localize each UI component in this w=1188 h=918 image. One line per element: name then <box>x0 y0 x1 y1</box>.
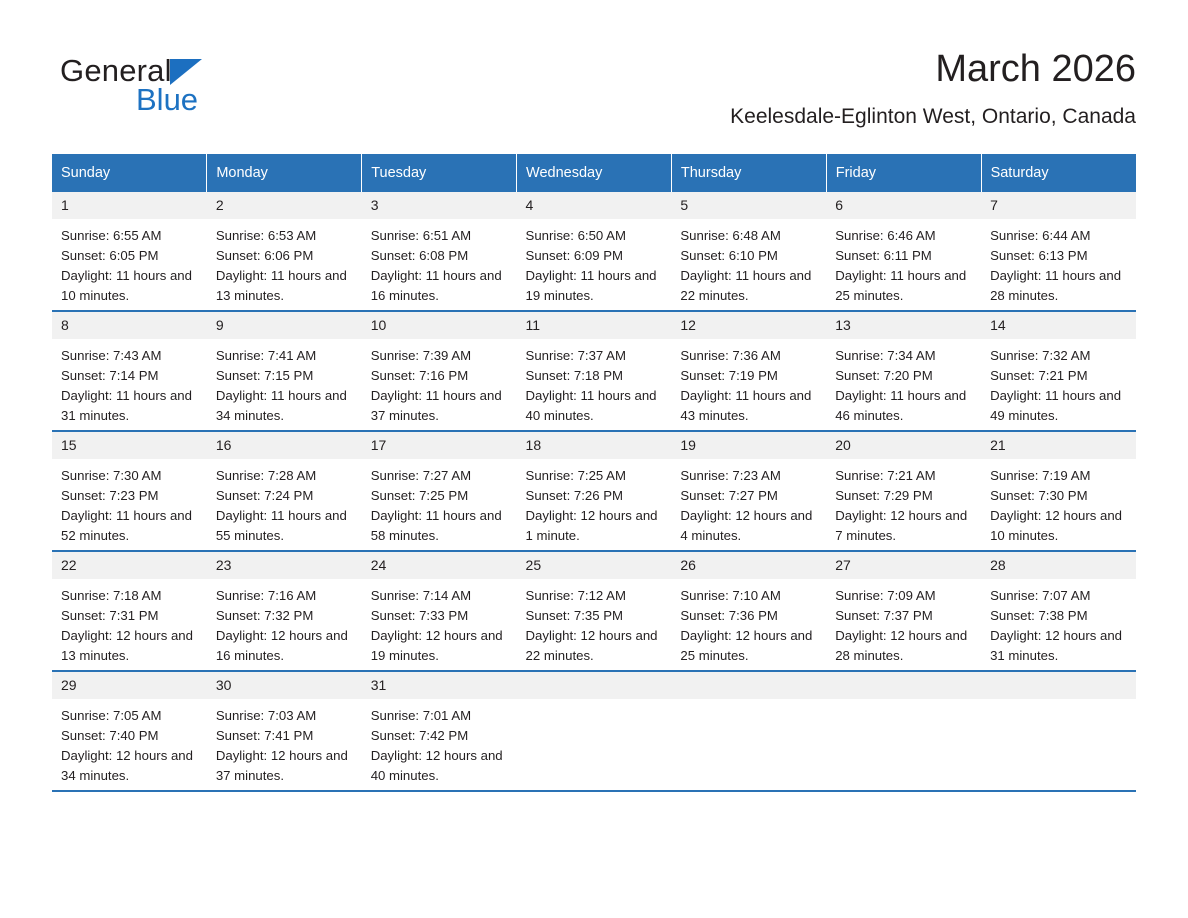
day-info <box>826 219 981 310</box>
calendar-day-cell[interactable] <box>207 431 362 551</box>
sunrise-text: Sunrise: 7:43 AM <box>61 348 162 363</box>
sunrise-text: Sunrise: 7:07 AM <box>990 588 1091 603</box>
day-info <box>981 579 1136 670</box>
day-number: 17 <box>362 432 517 459</box>
daylight-text: Daylight: 12 hours and 25 minutes. <box>680 628 813 663</box>
calendar-day-cell[interactable] <box>981 431 1136 551</box>
sunrise-text: Sunrise: 6:44 AM <box>990 228 1091 243</box>
calendar-day-cell[interactable] <box>52 311 207 431</box>
calendar-day-cell[interactable] <box>362 192 517 311</box>
daylight-text: Daylight: 12 hours and 37 minutes. <box>215 748 348 783</box>
sunrise-text: Sunrise: 7:19 AM <box>990 468 1091 483</box>
sunset-text: Sunset: 6:08 PM <box>370 248 469 263</box>
day-info <box>826 459 981 550</box>
day-number: 25 <box>517 552 672 579</box>
sunset-text: Sunset: 6:06 PM <box>215 248 314 263</box>
calendar-day-cell[interactable] <box>362 551 517 671</box>
sunset-text: Sunset: 7:31 PM <box>61 608 159 623</box>
sunset-text: Sunset: 7:19 PM <box>680 368 778 383</box>
calendar-day-cell[interactable] <box>671 551 826 671</box>
weekday-header-saturday: Saturday <box>981 154 1136 192</box>
calendar-day-cell[interactable] <box>207 192 362 311</box>
calendar-day-cell[interactable] <box>826 551 981 671</box>
weekday-header-monday: Monday <box>207 154 362 192</box>
day-number: 13 <box>826 312 981 339</box>
day-info <box>517 579 672 670</box>
calendar-day-cell[interactable] <box>826 192 981 311</box>
day-info <box>362 579 517 670</box>
daylight-text: Daylight: 11 hours and 46 minutes. <box>835 388 967 423</box>
calendar-day-cell[interactable] <box>981 192 1136 311</box>
calendar-header-row <box>52 154 1136 192</box>
sunrise-text: Sunrise: 7:28 AM <box>215 468 317 483</box>
daylight-text: Daylight: 12 hours and 34 minutes. <box>61 748 193 783</box>
daylight-text: Daylight: 11 hours and 31 minutes. <box>61 388 192 423</box>
sunset-text: Sunset: 6:13 PM <box>990 248 1088 263</box>
calendar-day-cell[interactable] <box>517 431 672 551</box>
calendar-body <box>52 192 1136 791</box>
sunset-text: Sunset: 6:05 PM <box>61 248 159 263</box>
sunrise-text: Sunrise: 6:46 AM <box>835 228 936 243</box>
day-number: 4 <box>517 192 672 219</box>
day-number: 2 <box>207 192 362 219</box>
calendar-day-cell-empty <box>671 671 826 791</box>
day-number <box>671 672 826 699</box>
sunset-text: Sunset: 7:18 PM <box>525 368 624 383</box>
sunrise-text: Sunrise: 6:53 AM <box>215 228 317 243</box>
sunrise-text: Sunrise: 7:23 AM <box>680 468 781 483</box>
sunset-text: Sunset: 7:37 PM <box>835 608 933 623</box>
daylight-text: Daylight: 12 hours and 7 minutes. <box>835 508 968 543</box>
daylight-text: Daylight: 11 hours and 13 minutes. <box>215 268 347 303</box>
day-number: 22 <box>52 552 207 579</box>
sunrise-text: Sunrise: 7:36 AM <box>680 348 781 363</box>
day-number: 15 <box>52 432 207 459</box>
day-number: 1 <box>52 192 207 219</box>
day-number: 7 <box>981 192 1136 219</box>
day-info <box>981 339 1136 430</box>
calendar-day-cell[interactable] <box>52 192 207 311</box>
weekday-header-sunday: Sunday <box>52 154 207 192</box>
day-info <box>207 219 362 310</box>
sunrise-text: Sunrise: 7:10 AM <box>680 588 781 603</box>
sunset-text: Sunset: 7:20 PM <box>835 368 933 383</box>
sunrise-text: Sunrise: 7:16 AM <box>215 588 317 603</box>
sunrise-text: Sunrise: 7:14 AM <box>370 588 472 603</box>
sunset-text: Sunset: 7:35 PM <box>525 608 624 623</box>
sunset-text: Sunset: 7:38 PM <box>990 608 1088 623</box>
daylight-text: Daylight: 12 hours and 13 minutes. <box>61 628 193 663</box>
calendar-day-cell[interactable] <box>362 311 517 431</box>
day-info <box>517 459 672 550</box>
day-number: 8 <box>52 312 207 339</box>
day-info <box>362 459 517 550</box>
sunset-text: Sunset: 7:33 PM <box>370 608 469 623</box>
generalblue-logo <box>60 54 320 116</box>
day-info <box>671 579 826 670</box>
calendar-day-cell[interactable] <box>981 311 1136 431</box>
sunrise-text: Sunrise: 7:01 AM <box>370 708 472 723</box>
calendar-day-cell[interactable] <box>207 311 362 431</box>
day-info <box>517 339 672 430</box>
day-number: 6 <box>826 192 981 219</box>
daylight-text: Daylight: 11 hours and 43 minutes. <box>680 388 812 423</box>
day-info <box>826 339 981 430</box>
day-number: 31 <box>362 672 517 699</box>
calendar-day-cell[interactable] <box>362 431 517 551</box>
calendar-day-cell-empty <box>826 671 981 791</box>
calendar-day-cell[interactable] <box>207 671 362 791</box>
page-header <box>52 44 1136 140</box>
sunset-text: Sunset: 7:16 PM <box>370 368 469 383</box>
day-info <box>671 219 826 310</box>
weekday-header-thursday: Thursday <box>671 154 826 192</box>
calendar-day-cell[interactable] <box>826 431 981 551</box>
day-info <box>207 579 362 670</box>
day-number: 30 <box>207 672 362 699</box>
sunset-text: Sunset: 7:27 PM <box>680 488 778 503</box>
day-number: 23 <box>207 552 362 579</box>
daylight-text: Daylight: 11 hours and 19 minutes. <box>525 268 657 303</box>
sunrise-text: Sunrise: 7:03 AM <box>215 708 317 723</box>
daylight-text: Daylight: 11 hours and 10 minutes. <box>61 268 192 303</box>
day-info <box>52 339 207 430</box>
day-info <box>671 339 826 430</box>
day-number: 26 <box>671 552 826 579</box>
daylight-text: Daylight: 12 hours and 19 minutes. <box>370 628 503 663</box>
sunrise-text: Sunrise: 7:27 AM <box>370 468 472 483</box>
calendar-day-cell[interactable] <box>52 551 207 671</box>
calendar-day-cell[interactable] <box>671 192 826 311</box>
weekday-header-friday: Friday <box>826 154 981 192</box>
sunrise-text: Sunrise: 7:32 AM <box>990 348 1091 363</box>
page-title: March 2026 <box>935 48 1136 90</box>
daylight-text: Daylight: 11 hours and 34 minutes. <box>215 388 347 423</box>
daylight-text: Daylight: 12 hours and 31 minutes. <box>990 628 1123 663</box>
calendar-day-cell[interactable] <box>826 311 981 431</box>
sunset-text: Sunset: 7:36 PM <box>680 608 778 623</box>
day-number: 20 <box>826 432 981 459</box>
weekday-header-tuesday: Tuesday <box>362 154 517 192</box>
day-number <box>826 672 981 699</box>
daylight-text: Daylight: 12 hours and 1 minute. <box>525 508 658 543</box>
day-number: 11 <box>517 312 672 339</box>
day-info <box>517 219 672 310</box>
sunrise-text: Sunrise: 7:41 AM <box>215 348 317 363</box>
day-info <box>981 219 1136 310</box>
daylight-text: Daylight: 11 hours and 40 minutes. <box>525 388 657 423</box>
day-info <box>52 459 207 550</box>
calendar-day-cell[interactable] <box>517 192 672 311</box>
sunrise-text: Sunrise: 6:50 AM <box>525 228 626 243</box>
sunrise-text: Sunrise: 6:55 AM <box>61 228 162 243</box>
sunset-text: Sunset: 7:23 PM <box>61 488 159 503</box>
day-number: 14 <box>981 312 1136 339</box>
calendar-table <box>52 154 1136 792</box>
day-number: 29 <box>52 672 207 699</box>
sunset-text: Sunset: 7:24 PM <box>215 488 314 503</box>
daylight-text: Daylight: 11 hours and 25 minutes. <box>835 268 967 303</box>
daylight-text: Daylight: 11 hours and 22 minutes. <box>680 268 812 303</box>
daylight-text: Daylight: 12 hours and 10 minutes. <box>990 508 1123 543</box>
day-number: 5 <box>671 192 826 219</box>
daylight-text: Daylight: 11 hours and 49 minutes. <box>990 388 1122 423</box>
sunrise-text: Sunrise: 7:12 AM <box>525 588 626 603</box>
daylight-text: Daylight: 11 hours and 58 minutes. <box>370 508 502 543</box>
daylight-text: Daylight: 11 hours and 16 minutes. <box>370 268 502 303</box>
day-number: 9 <box>207 312 362 339</box>
logo-triangle-icon <box>170 59 202 85</box>
calendar-day-cell[interactable] <box>52 431 207 551</box>
day-number: 10 <box>362 312 517 339</box>
day-number: 21 <box>981 432 1136 459</box>
day-info <box>207 699 362 790</box>
daylight-text: Daylight: 11 hours and 52 minutes. <box>61 508 192 543</box>
day-number <box>517 672 672 699</box>
calendar-day-cell[interactable] <box>517 551 672 671</box>
logo-word-general: General <box>60 53 172 88</box>
day-number: 16 <box>207 432 362 459</box>
sunrise-text: Sunrise: 7:37 AM <box>525 348 626 363</box>
location-subtitle: Keelesdale-Eglinton West, Ontario, Canada <box>730 105 1136 128</box>
calendar-day-cell[interactable] <box>671 311 826 431</box>
day-info <box>52 579 207 670</box>
sunset-text: Sunset: 7:26 PM <box>525 488 624 503</box>
sunset-text: Sunset: 7:42 PM <box>370 728 469 743</box>
sunset-text: Sunset: 7:41 PM <box>215 728 314 743</box>
day-number: 12 <box>671 312 826 339</box>
day-number: 3 <box>362 192 517 219</box>
calendar-day-cell[interactable] <box>671 431 826 551</box>
daylight-text: Daylight: 11 hours and 37 minutes. <box>370 388 502 423</box>
day-number <box>981 672 1136 699</box>
sunrise-text: Sunrise: 7:21 AM <box>835 468 936 483</box>
logo-word-blue: Blue <box>136 82 199 117</box>
day-info <box>671 459 826 550</box>
calendar-week-row <box>52 311 1136 431</box>
sunset-text: Sunset: 7:29 PM <box>835 488 933 503</box>
day-number: 19 <box>671 432 826 459</box>
daylight-text: Daylight: 12 hours and 28 minutes. <box>835 628 968 663</box>
day-number: 24 <box>362 552 517 579</box>
sunset-text: Sunset: 6:10 PM <box>680 248 778 263</box>
calendar-day-cell[interactable] <box>52 671 207 791</box>
day-info <box>826 579 981 670</box>
calendar-day-cell[interactable] <box>362 671 517 791</box>
sunrise-text: Sunrise: 7:39 AM <box>370 348 472 363</box>
sunrise-text: Sunrise: 6:51 AM <box>370 228 472 243</box>
sunset-text: Sunset: 7:32 PM <box>215 608 314 623</box>
calendar-week-row <box>52 671 1136 791</box>
sunrise-text: Sunrise: 7:25 AM <box>525 468 626 483</box>
daylight-text: Daylight: 12 hours and 40 minutes. <box>370 748 503 783</box>
sunset-text: Sunset: 7:40 PM <box>61 728 159 743</box>
daylight-text: Daylight: 12 hours and 22 minutes. <box>525 628 658 663</box>
calendar-week-row <box>52 192 1136 311</box>
daylight-text: Daylight: 11 hours and 28 minutes. <box>990 268 1122 303</box>
daylight-text: Daylight: 11 hours and 55 minutes. <box>215 508 347 543</box>
calendar-week-row <box>52 431 1136 551</box>
day-info <box>362 339 517 430</box>
sunset-text: Sunset: 6:11 PM <box>835 248 932 263</box>
calendar-day-cell-empty <box>517 671 672 791</box>
sunrise-text: Sunrise: 7:30 AM <box>61 468 162 483</box>
sunrise-text: Sunrise: 6:48 AM <box>680 228 781 243</box>
sunset-text: Sunset: 7:14 PM <box>61 368 159 383</box>
calendar-day-cell-empty <box>981 671 1136 791</box>
calendar-day-cell[interactable] <box>981 551 1136 671</box>
day-info <box>981 459 1136 550</box>
calendar-day-cell[interactable] <box>207 551 362 671</box>
day-info <box>52 699 207 790</box>
day-number: 18 <box>517 432 672 459</box>
day-info <box>207 459 362 550</box>
calendar-week-row <box>52 551 1136 671</box>
weekday-header-wednesday: Wednesday <box>517 154 672 192</box>
sunset-text: Sunset: 7:15 PM <box>215 368 314 383</box>
day-info <box>362 699 517 790</box>
day-info <box>52 219 207 310</box>
daylight-text: Daylight: 12 hours and 4 minutes. <box>680 508 813 543</box>
day-info <box>207 339 362 430</box>
daylight-text: Daylight: 12 hours and 16 minutes. <box>215 628 348 663</box>
day-number: 28 <box>981 552 1136 579</box>
sunrise-text: Sunrise: 7:18 AM <box>61 588 162 603</box>
sunset-text: Sunset: 7:25 PM <box>370 488 469 503</box>
sunrise-text: Sunrise: 7:05 AM <box>61 708 162 723</box>
sunrise-text: Sunrise: 7:34 AM <box>835 348 936 363</box>
sunset-text: Sunset: 6:09 PM <box>525 248 624 263</box>
sunrise-text: Sunrise: 7:09 AM <box>835 588 936 603</box>
calendar-day-cell[interactable] <box>517 311 672 431</box>
day-info <box>362 219 517 310</box>
day-number: 27 <box>826 552 981 579</box>
sunset-text: Sunset: 7:21 PM <box>990 368 1088 383</box>
sunset-text: Sunset: 7:30 PM <box>990 488 1088 503</box>
